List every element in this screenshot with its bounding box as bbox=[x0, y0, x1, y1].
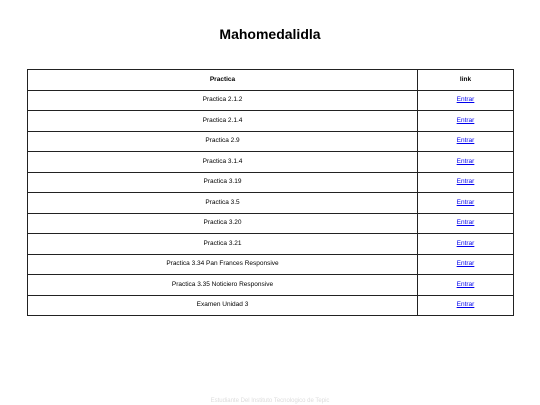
link-cell bbox=[418, 193, 514, 214]
table-row bbox=[28, 213, 514, 234]
link-cell bbox=[418, 295, 514, 316]
entrar-link-practica-2-9[interactable]: Entrar bbox=[456, 137, 475, 144]
practica-name: Practica 3.35 Noticiero Responsive bbox=[28, 275, 418, 296]
practica-name: Practica 3.34 Pan Frances Responsive bbox=[28, 254, 418, 275]
table-row bbox=[28, 234, 514, 255]
link-cell bbox=[418, 111, 514, 132]
practica-name: Practica 3.19 bbox=[28, 172, 418, 193]
footer-text: Estudiante Del Instituto Tecnologico de Tepic bbox=[210, 398, 330, 404]
table-header-row bbox=[28, 70, 514, 91]
practicas-table bbox=[27, 69, 514, 316]
link-cell bbox=[418, 234, 514, 255]
column-header-link: link bbox=[418, 70, 514, 91]
practica-name: Practica 2.1.4 bbox=[28, 111, 418, 132]
entrar-link-practica-2-1-4[interactable]: Entrar bbox=[456, 116, 475, 124]
practica-name: Practica 3.1.4 bbox=[28, 152, 418, 173]
practica-name: Practica 3.20 bbox=[28, 213, 418, 234]
entrar-link-practica-3-34[interactable]: Entrar bbox=[456, 260, 475, 267]
link-cell bbox=[418, 254, 514, 275]
entrar-link-practica-3-21[interactable]: Entrar bbox=[456, 239, 475, 247]
link-cell bbox=[418, 131, 514, 152]
entrar-link-practica-2-1-2[interactable]: Entrar bbox=[456, 96, 475, 103]
link-cell bbox=[418, 90, 514, 111]
table-row bbox=[28, 90, 514, 111]
page-title: Mahomedalidla bbox=[219, 26, 321, 42]
practica-name: Practica 2.1.2 bbox=[28, 90, 418, 111]
table-row bbox=[28, 111, 514, 132]
link-cell bbox=[418, 213, 514, 234]
table-row bbox=[28, 152, 514, 173]
table-row bbox=[28, 131, 514, 152]
entrar-link-practica-3-35[interactable]: Entrar bbox=[456, 280, 475, 288]
link-cell bbox=[418, 152, 514, 173]
practica-name: Practica 3.21 bbox=[28, 234, 418, 255]
table-row bbox=[28, 295, 514, 316]
entrar-link-practica-3-20[interactable]: Entrar bbox=[456, 219, 475, 226]
practica-name: Practica 2.9 bbox=[28, 131, 418, 152]
entrar-link-practica-3-19[interactable]: Entrar bbox=[456, 178, 475, 185]
link-cell bbox=[418, 172, 514, 193]
table-row bbox=[28, 172, 514, 193]
entrar-link-practica-3-5[interactable]: Entrar bbox=[456, 198, 475, 206]
table-row bbox=[28, 254, 514, 275]
practica-name: Practica 3.5 bbox=[28, 193, 418, 214]
table-row bbox=[28, 275, 514, 296]
practica-name: Examen Unidad 3 bbox=[28, 295, 418, 316]
entrar-link-examen-unidad-3[interactable]: Entrar bbox=[456, 301, 475, 308]
table-row bbox=[28, 193, 514, 214]
entrar-link-practica-3-1-4[interactable]: Entrar bbox=[456, 157, 475, 165]
column-header-practica: Practica bbox=[28, 70, 418, 91]
link-cell bbox=[418, 275, 514, 296]
